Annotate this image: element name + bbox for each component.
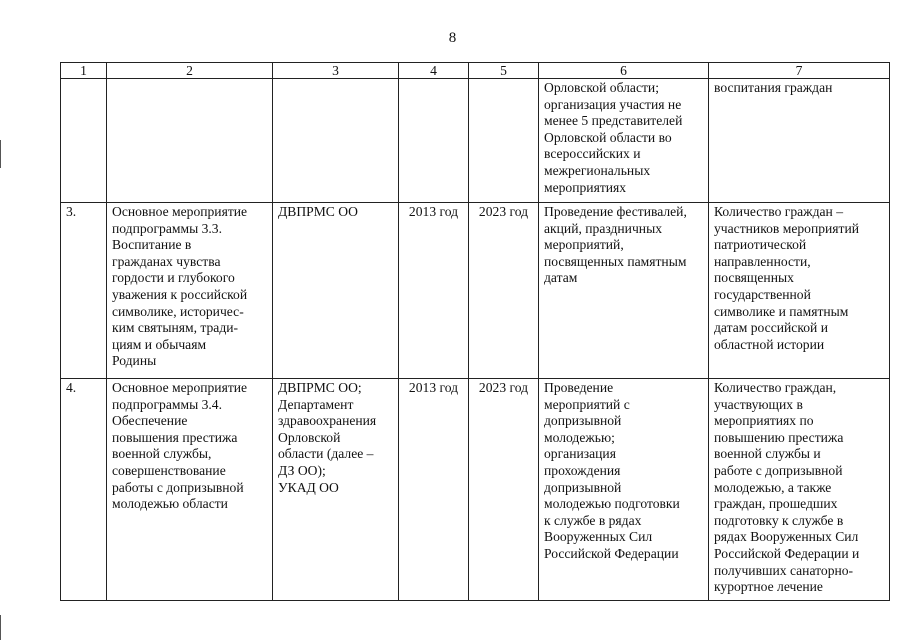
column-header: 4 <box>399 63 469 79</box>
end-year-cell <box>469 79 539 203</box>
table-row <box>61 203 890 379</box>
executor-cell: ДВПРМС ОО; Департамент здравоохранения Орловской области (далее – ДЗ ОО); УКАД ОО <box>273 379 399 601</box>
column-header: 7 <box>709 63 890 79</box>
activities-cell: Орловской области; организация участия не менее 5 представителей Орловской области во всероссийских и межрегиональных мероприятиях <box>539 79 709 203</box>
start-year-cell: 2013 год <box>399 203 469 379</box>
activities-cell: Проведение фестивалей, акций, праздничных мероприятий, посвященных памятным датам <box>539 203 709 379</box>
indicator-cell: Количество граждан – участников мероприятий патриотической направленности, посвященных государственной символике и памятным датам российской и областной истории <box>709 203 890 379</box>
row-number-cell: 3. <box>61 203 107 379</box>
executor-cell: ДВПРМС ОО <box>273 203 399 379</box>
table-row <box>61 379 890 601</box>
column-header: 5 <box>469 63 539 79</box>
program-table <box>60 62 890 601</box>
column-header: 6 <box>539 63 709 79</box>
column-header: 3 <box>273 63 399 79</box>
end-year-cell: 2023 год <box>469 379 539 601</box>
column-header: 2 <box>107 63 273 79</box>
measure-name-cell: Основное мероприятие подпрограммы 3.3. Воспитание в гражданах чувства гордости и глубокого уважения к российской символике, историчес- ким святыням, тради- циям и обычаям Родины <box>107 203 273 379</box>
activities-cell: Проведение мероприятий с допризывной молодежью; организация прохождения допризывной молодежью подготовки к службе в рядах Вооруженных Сил Российской Федерации <box>539 379 709 601</box>
column-header: 1 <box>61 63 107 79</box>
row-number-cell <box>61 79 107 203</box>
measure-name-cell <box>107 79 273 203</box>
scan-edge-mark <box>0 140 1 168</box>
indicator-cell: Количество граждан, участвующих в мероприятиях по повышению престижа военной службы и работе с допризывной молодежью, а также граждан, прошедших подготовку к службе в рядах Вооруженных Сил Российской Федерации и получивших санаторно- курортное лечение <box>709 379 890 601</box>
table-row <box>61 79 890 203</box>
start-year-cell <box>399 79 469 203</box>
indicator-cell: воспитания граждан <box>709 79 890 203</box>
scan-edge-mark <box>0 615 1 640</box>
executor-cell <box>273 79 399 203</box>
start-year-cell: 2013 год <box>399 379 469 601</box>
header-row <box>61 63 890 79</box>
page-number: 8 <box>448 30 457 46</box>
row-number-cell: 4. <box>61 379 107 601</box>
end-year-cell: 2023 год <box>469 203 539 379</box>
measure-name-cell: Основное мероприятие подпрограммы 3.4. Обеспечение повышения престижа военной службы, совершенствование работы с допризывной молодежью области <box>107 379 273 601</box>
